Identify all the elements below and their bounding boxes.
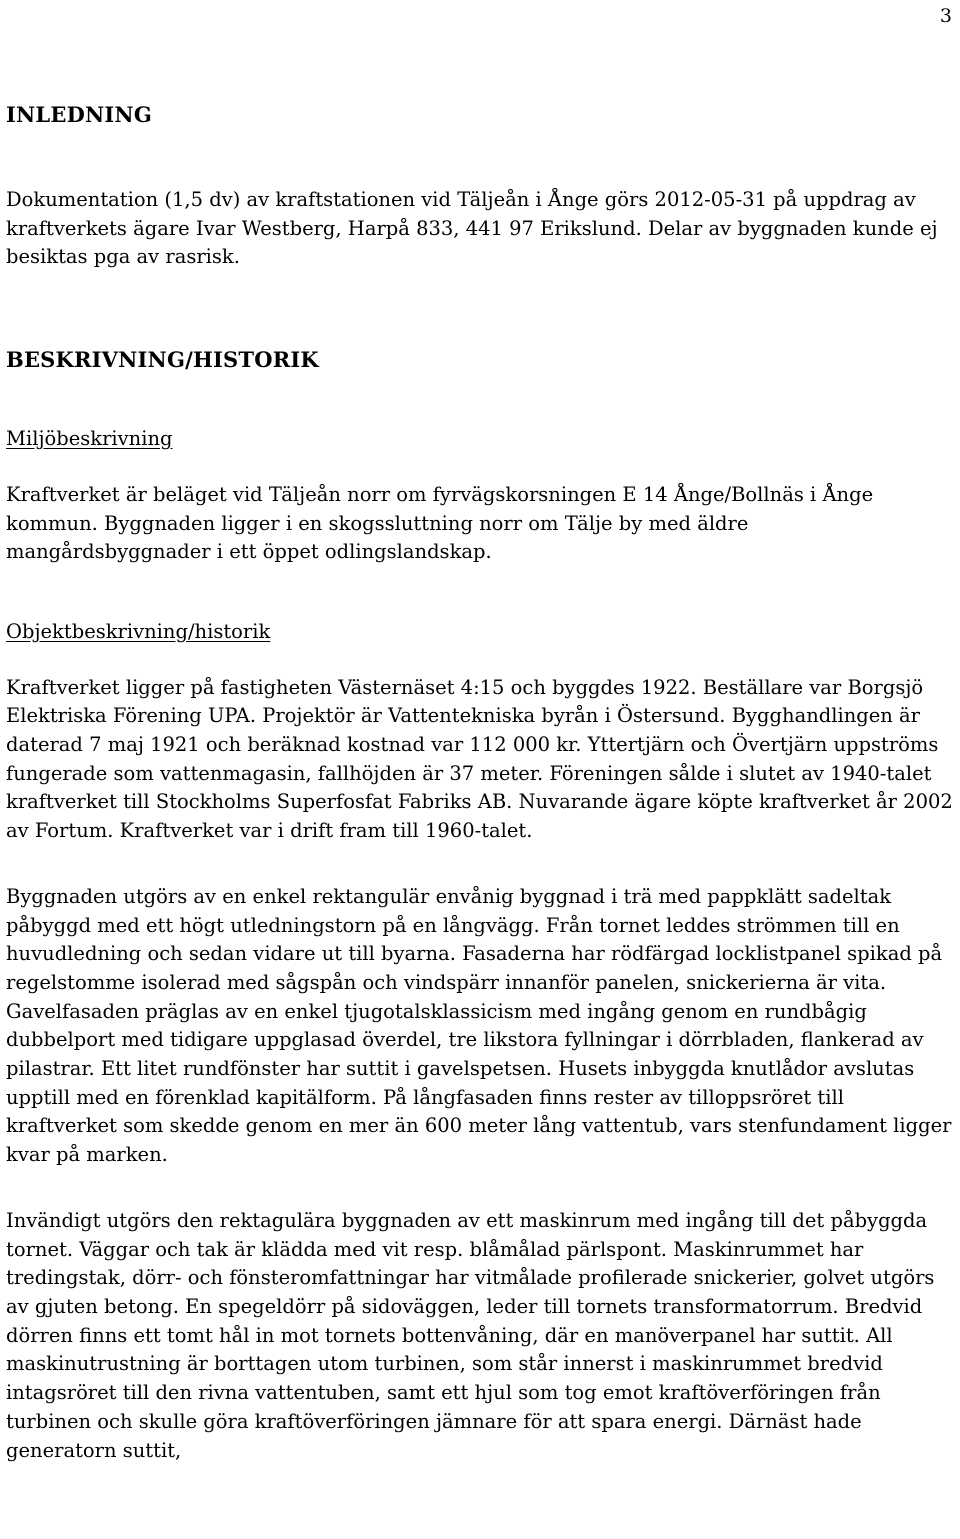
paragraph-invandigt: Invändigt utgörs den rektagulära byggnaden av ett maskinrum med ingång till det påbyggda tornet. Väggar och tak är klädda med vit resp. blåmålad pärlspont. Maskinrummet har tredingstak, dörr- och fönsteromfattningar har vitmålade profilerade snickerier, golvet utgörs av gjuten betong. En spegeldörr på sidoväggen, leder till tornets transformatorrum. Bredvid dörren finns ett tomt hål in mot tornets bottenvåning, där en manöverpanel har suttit. All maskinutrustning är borttagen utom turbinen, som står innerst i maskinrummet bredvid intagsröret till den rivna vattentuben, samt ett hjul som tog emot kraftöverföringen från turbinen och skulle göra kraftöverföringen jämnare för att spara energi. Därnäst hade generatorn suttit, xyxy=(6,1208,935,1462)
paragraph-objektbeskrivning: Kraftverket ligger på fastigheten Västernäset 4:15 och byggdes 1922. Beställare var Borgsjö Elektriska Förening UPA. Projektör är Vattentekniska byrån i Östersund. Bygghandlingen är daterad 7 maj 1921 och beräknad kostnad var 112 000 kr. Yttertjärn och Övertjärn uppströms fungerade som vattenmagasin, fallhöjden är 37 meter. Föreningen sålde i slutet av 1940-talet kraftverket till Stockholms Superfosfat Fabriks AB. Nuvarande ägare köpte kraftverket år 2002 av Fortum. Kraftverket var i drift fram till 1960-talet. xyxy=(6,675,953,843)
subheading-miljobeskrivning: Miljöbeskrivning xyxy=(6,427,173,451)
heading-beskrivning-historik: BESKRIVNING/HISTORIK xyxy=(6,347,319,373)
paragraph-dokumentation: Dokumentation (1,5 dv) av kraftstationen vid Täljeån i Ånge görs 2012-05-31 på uppdrag av kraftverkets ägare Ivar Westberg, Harpå 833, 441 97 Erikslund. Delar av byggnaden kunde ej besiktas pga av rasrisk. xyxy=(6,188,938,269)
subheading-objektbeskrivning: Objektbeskrivning/historik xyxy=(6,619,271,643)
document-body xyxy=(6,99,956,1465)
page-number: 3 xyxy=(939,5,952,27)
paragraph-miljobeskrivning: Kraftverket är beläget vid Täljeån norr om fyrvägskorsningen E 14 Ånge/Bollnäs i Ånge kommun. Byggnaden ligger i en skogssluttning norr om Tälje by med äldre mangårdsbyggnader i ett öppet odlingslandskap. xyxy=(6,482,874,564)
heading-inledning: INLEDNING xyxy=(6,102,152,127)
paragraph-byggnaden: Byggnaden utgörs av en enkel rektangulär envånig byggnad i trä med pappklätt sadeltak påbyggd med ett högt utledningstorn på en långvägg. Från tornet leddes strömmen till en huvudledning och sedan vidare ut till byarna. Fasaderna har rödfärgad locklistpanel spikad på regelstomme isolerad med sågspån och vindspärr innanför panelen, snickerierna är vita. Gavelfasaden präglas av en enkel tjugotalsklassicism med ingång genom en rundbågig dubbelport med tidigare uppglasad överdel, tre likstora fyllningar i dörrbladen, flankerad av pilastrar. Ett litet rundfönster har suttit i gavelspetsen. Husets inbyggda knutlådor avslutas upptill med en förenklad kapitälform. På långfasaden finns rester av tilloppsröret till kraftverket som skedde genom en mer än 600 meter lång vattentub, vars stenfundament ligger kvar på marken. xyxy=(6,884,952,1167)
